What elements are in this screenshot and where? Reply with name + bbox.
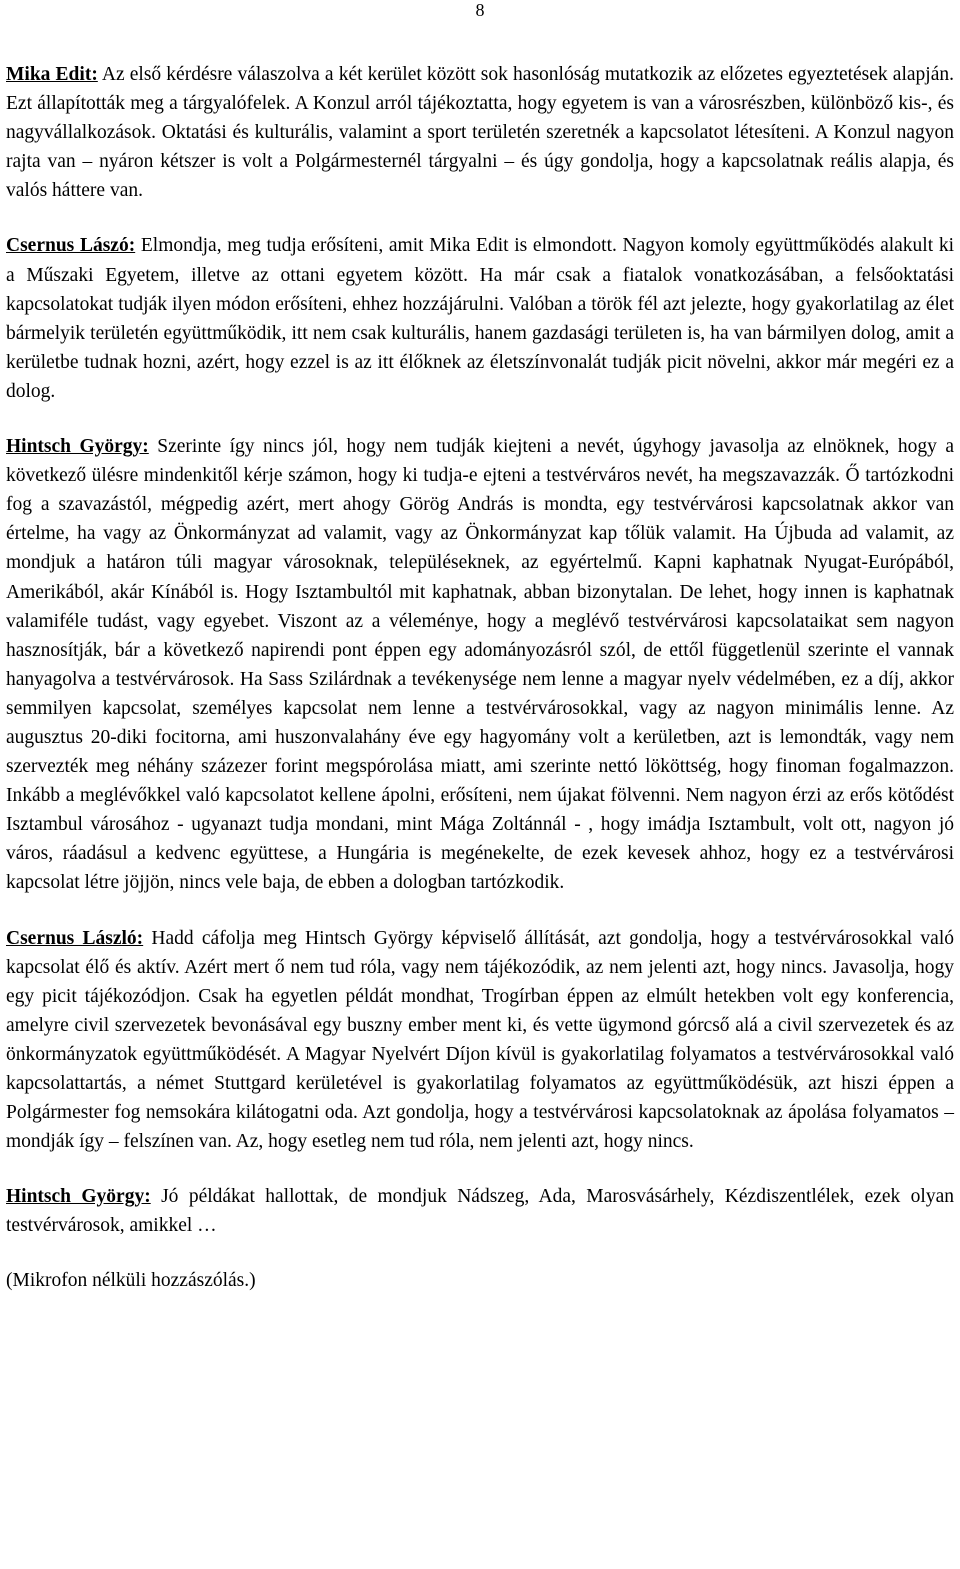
speaker-name: Mika Edit: <box>6 64 98 85</box>
paragraph-text: Jó példákat hallottak, de mondjuk Nádszeg, Ada, Marosvásárhely, Kézdiszentlélek, ezek olyan testvérvárosok, amikkel … <box>6 1186 954 1237</box>
document-body <box>6 60 954 1295</box>
speaker-name: Hintsch György: <box>6 436 149 458</box>
paragraph-text: Az első kérdésre válaszolva a két kerület között sok hasonlóság mutatkozik az előzetes egyeztetések alapján. Ezt állapították meg a tárgyalófelek. A Konzul arról tájékoztatta, hogy egyetem is van a városrészben, különböző kis-, és nagyvállalkozások. Oktatási és kulturális, valamint a sport területén szeretnék a kapcsolatot létesíteni. A Konzul nagyon rajta van – nyáron kétszer is volt a Polgármesternél tárgyalni – és úgy gondolja, hogy a kapcsolatnak reális alapja, és valós háttere van. <box>6 64 954 202</box>
paragraph-mika-edit <box>6 60 954 205</box>
speaker-name: Csernus Lászó: <box>6 235 136 257</box>
paragraph-csernus-laszo-1 <box>6 231 954 406</box>
paragraph-text: Elmondja, meg tudja erősíteni, amit Mika Edit is elmondott. Nagyon komoly együttműködés alakult ki a Műszaki Egyetem, illetve az ottani egyetem között. Ha már csak a fiatalok vonatkozásában, a felsőoktatási kapcsolatokat tudják ilyen módon erősíteni, ehhez hozzájárulni. Valóban a török fél azt jelezte, hogy gyakorlatilag az élet bármelyik területén együttműködik, itt nem csak kulturális, hanem gazdasági területen is, ha van bármilyen dolog, amit a kerületbe tudnak hozni, azért, hogy ezzel is az itt élőknek az életszínvonalát tudják picit növelni, akkor már megéri ez a dolog. <box>6 235 954 402</box>
paragraph-text: Szerinte így nincs jól, hogy nem tudják kiejteni a nevét, úgyhogy javasolja az elnöknek, hogy a következő ülésre mindenkitől kérje számon, hogy ki tudja-e ejteni a testvérváros nevét, ha megszavazzák. Ő tartózkodni fog a szavazástól, mégpedig azért, mert ahogy Görög András is mondta, egy testvérvárosi kapcsolatnak akkor van értelme, ha vagy az Önkormányzat ad valamit, vagy az Önkormányzat kap tőlük valamit. Ha Újbuda ad valamit, az mondjuk a határon túli magyar városoknak, településeknek, az egyértelmű. Kapni kaphatnak Nyugat-Európából, Amerikából, akár Kínából is. Hogy Isztambultól mit kaphatnak, abban bizonytalan. De lehet, hogy innen is kaphatnak valamiféle tudást, vagy egyebet. Viszont az a véleménye, hogy a meglévő testvérvárosi kapcsolataikat sem nagyon hasznosítják, bár a következő napirendi pont éppen egy adományozásról szól, de ettől függetlenül szerinte el vannak hanyagolva a testvérvárosok. Ha Sass Szilárdnak a tevékenysége nem lenne a magyar nyelv védelmében, ez a díj, akkor semmilyen kapcsolat, személyes kapcsolat nem lenne a testvérvárosokkal, vagy az nagyon minimális lenne. Az augusztus 20-diki focitorna, ami huszonvalahány éve egy hagyomány volt a kerületben, azt is lemondták, vagy nem szervezték meg néhány százezer forint megspórolása miatt, ami szerinte nettó lököttség, hogy finoman fogalmazzon. Inkább a meglévőkkel való kapcsolatot kellene ápolni, erősíteni, nem újakat fölvenni. Nem nagyon érzi az erős kötődést Isztambul városához - ugyanazt tudja mondani, mint Mága Zoltánnál - , hogy imádja Isztambult, volt ott, nagyon jó város, ráadásul a kedvenc együttese, a Hungária is megénekelte, de ezek kevesek ahhoz, hogy ez a testvérvárosi kapcsolat létre jöjjön, nincs vele baja, de ebben a dologban tartózkodik. <box>6 436 954 894</box>
speaker-name: Csernus László: <box>6 927 144 949</box>
paragraph-hintsch-gyorgy-1 <box>6 432 954 898</box>
paragraph-hintsch-gyorgy-2 <box>6 1182 954 1240</box>
stage-note: (Mikrofon nélküli hozzászólás.) <box>6 1270 256 1292</box>
paragraph-text: Hadd cáfolja meg Hintsch György képviselő állítását, azt gondolja, hogy a testvérvárosokkal való kapcsolat élő és aktív. Azért mert ő nem tud róla, vagy nem tájékozódik, az nem jelenti azt, hogy nincs. Javasolja, hogy egy picit tájékozódjon. Csak ha egyetlen példát mondhat, Trogírban éppen az elmúlt hetekben volt egy konferencia, amelyre civil szervezetek bevonásával egy buszny ember ment ki, és vette ügymond górcső alá a civil szervezetek és az önkormányzatok együttműködését. A Magyar Nyelvért Díjon kívül is gyakorlatilag folyamatos a testvérvárosokkal való kapcsolattartás, a német Stuttgard kerületével is gyakorlatilag folyamatos az együttműködésük, azt hiszi éppen a Polgármester fog nemsokára kilátogatni oda. Azt gondolja, hogy a testvérvárosi kapcsolatoknak az ápolása folyamatos – mondják így – felszínen van. Az, hogy esetleg nem tud róla, nem jelenti azt, hogy nincs. <box>6 927 954 1153</box>
speaker-name: Hintsch György: <box>6 1186 151 1208</box>
page-number: 8 <box>475 0 485 20</box>
paragraph-csernus-laszo-2 <box>6 924 954 1157</box>
